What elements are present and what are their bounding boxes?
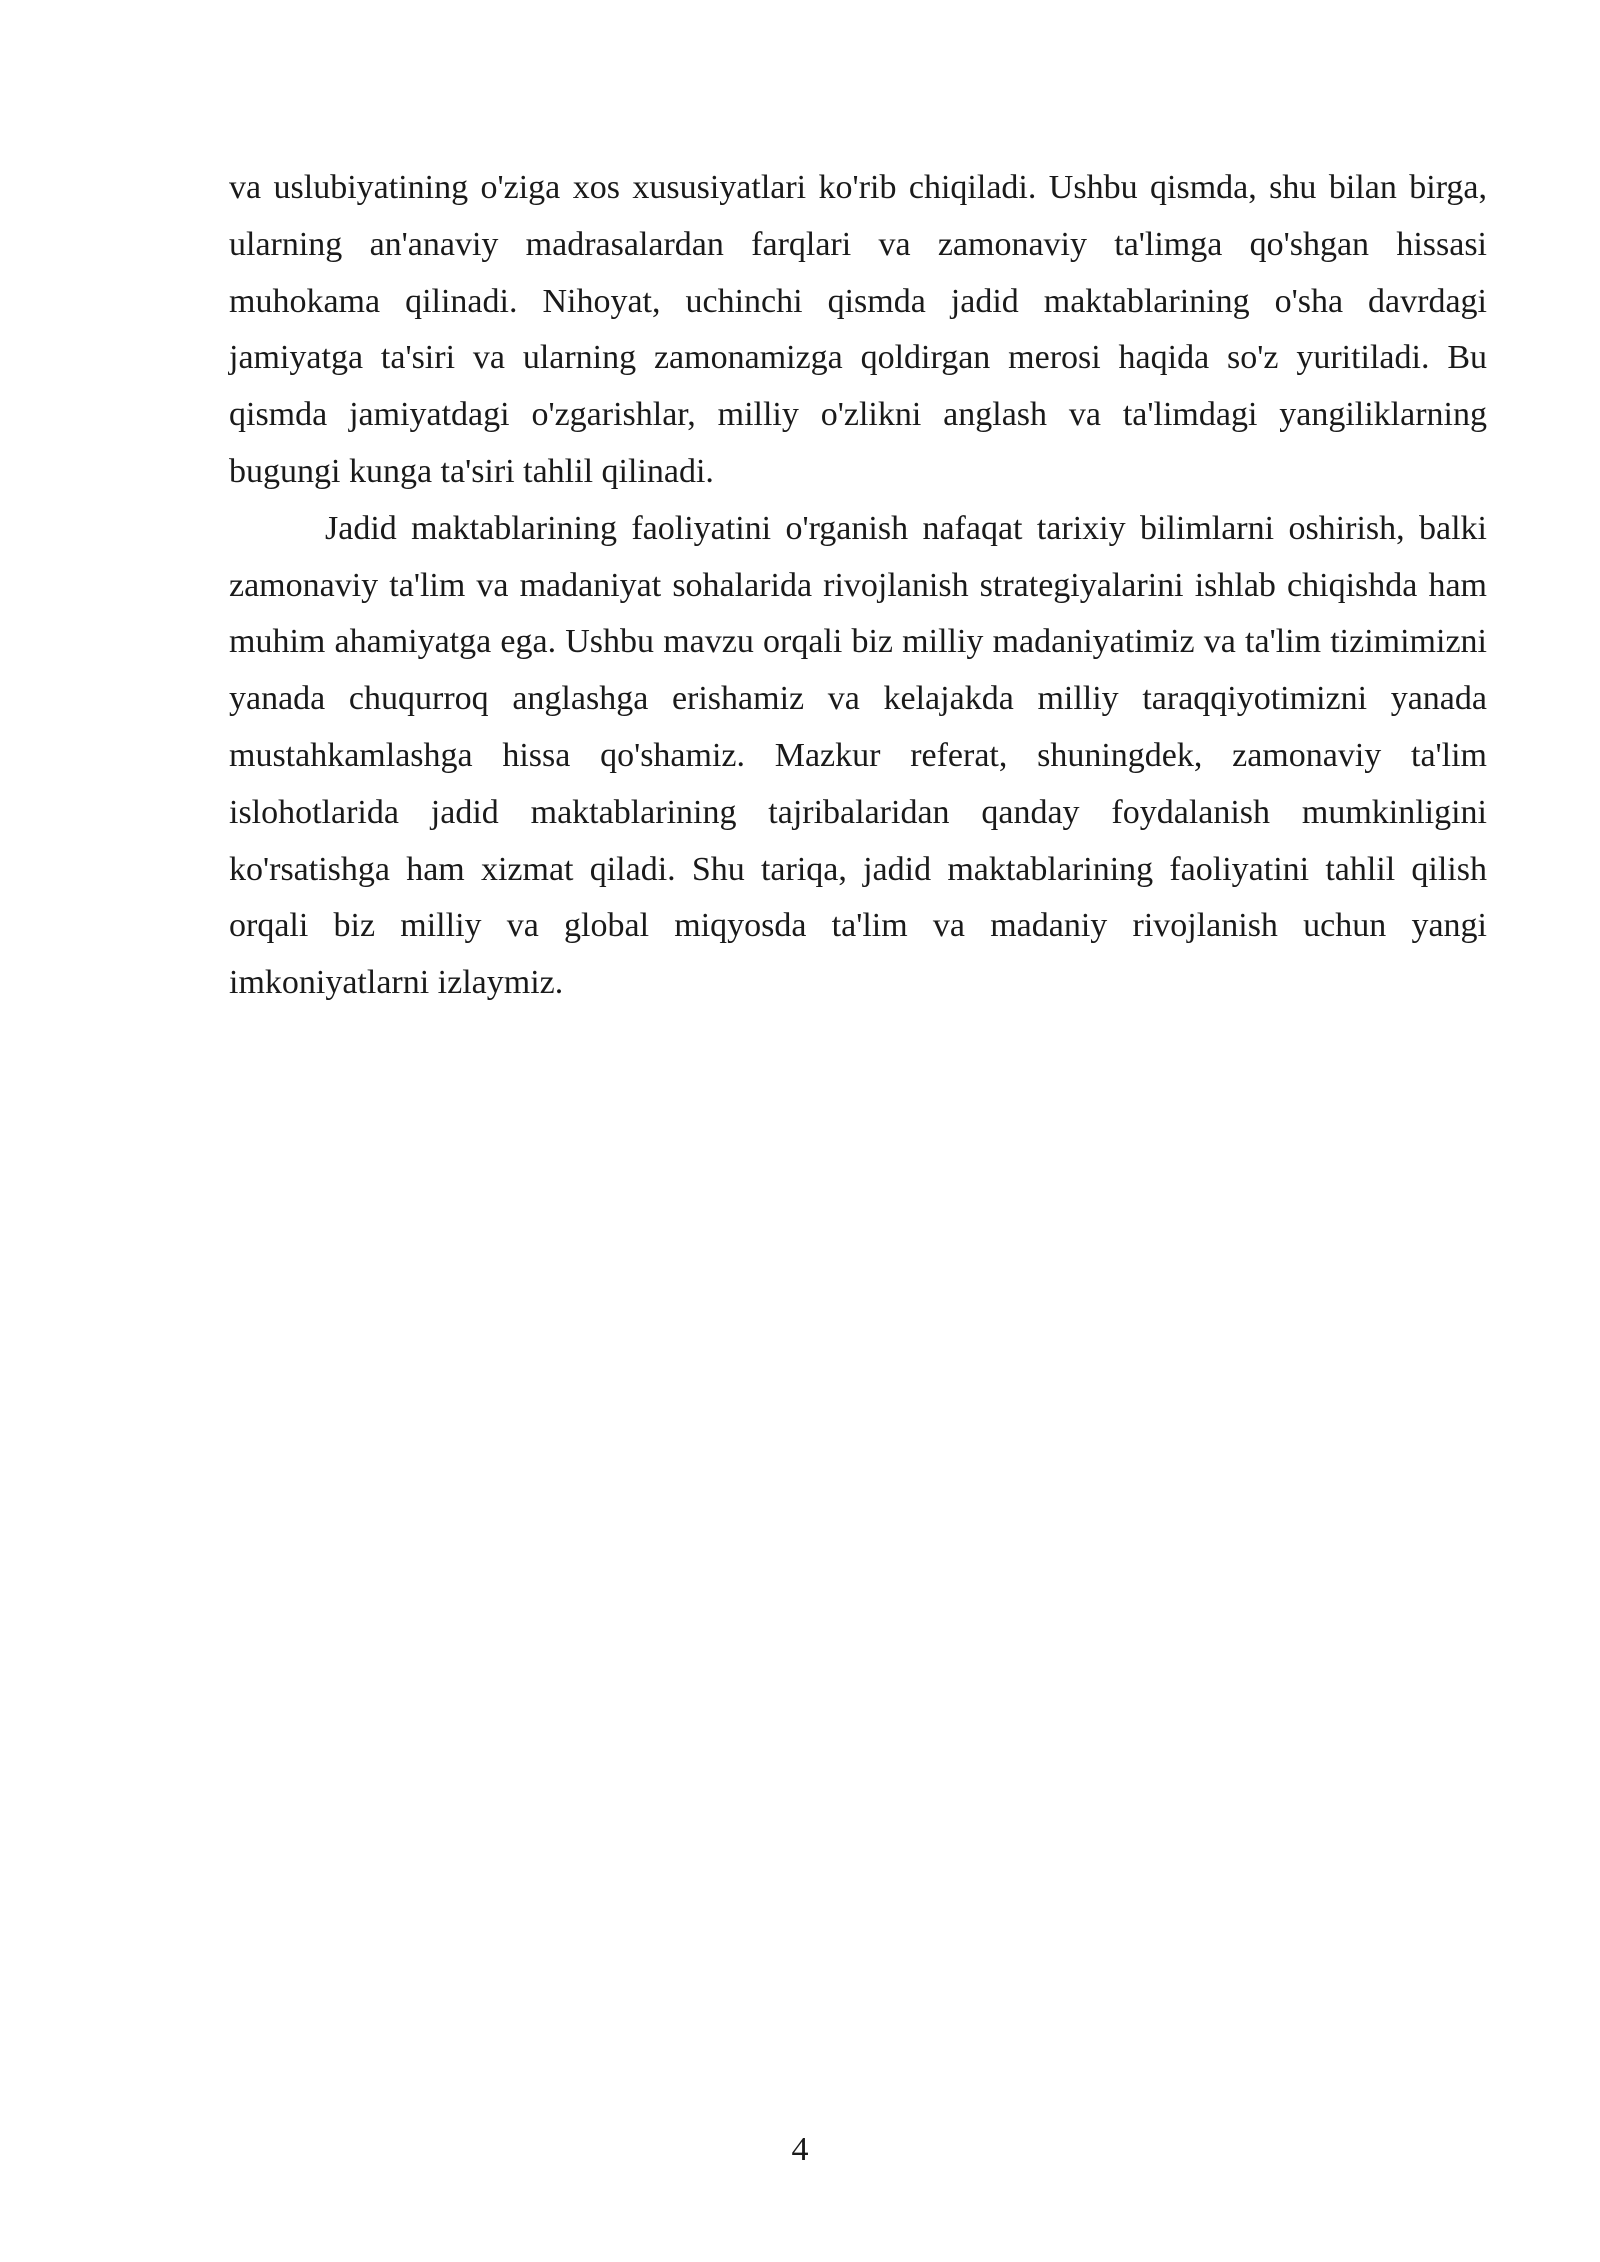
page-number: 4 <box>791 2131 809 2168</box>
paragraph-jadid-schools: Jadid maktablarining faoliyatini o'rganish nafaqat tarixiy bilimlarni oshirish, balki zamonaviy ta'lim va madaniyat sohalarida rivojlanish strategiyalarini ishlab chiqishda ham muhim ahamiyatga ega. Ushbu mavzu orqali biz milliy madaniyatimiz va ta'lim tizimimizni yanada chuqurroq anglashga erishamiz va kelajakda milliy taraqqiyotimizni yanada mustahkamlashga hissa qo'shamiz. Mazkur referat, shuningdek, zamonaviy ta'lim islohotlarida jadid maktablarining tajribalaridan qanday foydalanish mumkinligini ko'rsatishga ham xizmat qiladi. Shu tariqa, jadid maktablarining faoliyatini tahlil qilish orqali biz milliy va global miqyosda ta'lim va madaniy rivojlanish uchun yangi imkoniyatlarni izlaymiz. <box>229 509 1487 1002</box>
body-text <box>229 160 1487 1012</box>
paragraph-continued: va uslubiyatining o'ziga xos xususiyatlari ko'rib chiqiladi. Ushbu qismda, shu bilan birga, ularning an'anaviy madrasalardan farqlari va zamonaviy ta'limga qo'shgan hissasi muhokama qilinadi. Nihoyat, uchinchi qismda jadid maktablarining o'sha davrdagi jamiyatga ta'siri va ularning zamonamizga qoldirgan merosi haqida so'z yuritiladi. Bu qismda jamiyatdagi o'zgarishlar, milliy o'zlikni anglash va ta'limdagi yangiliklarning bugungi kunga ta'siri tahlil qilinadi. <box>229 169 1487 490</box>
